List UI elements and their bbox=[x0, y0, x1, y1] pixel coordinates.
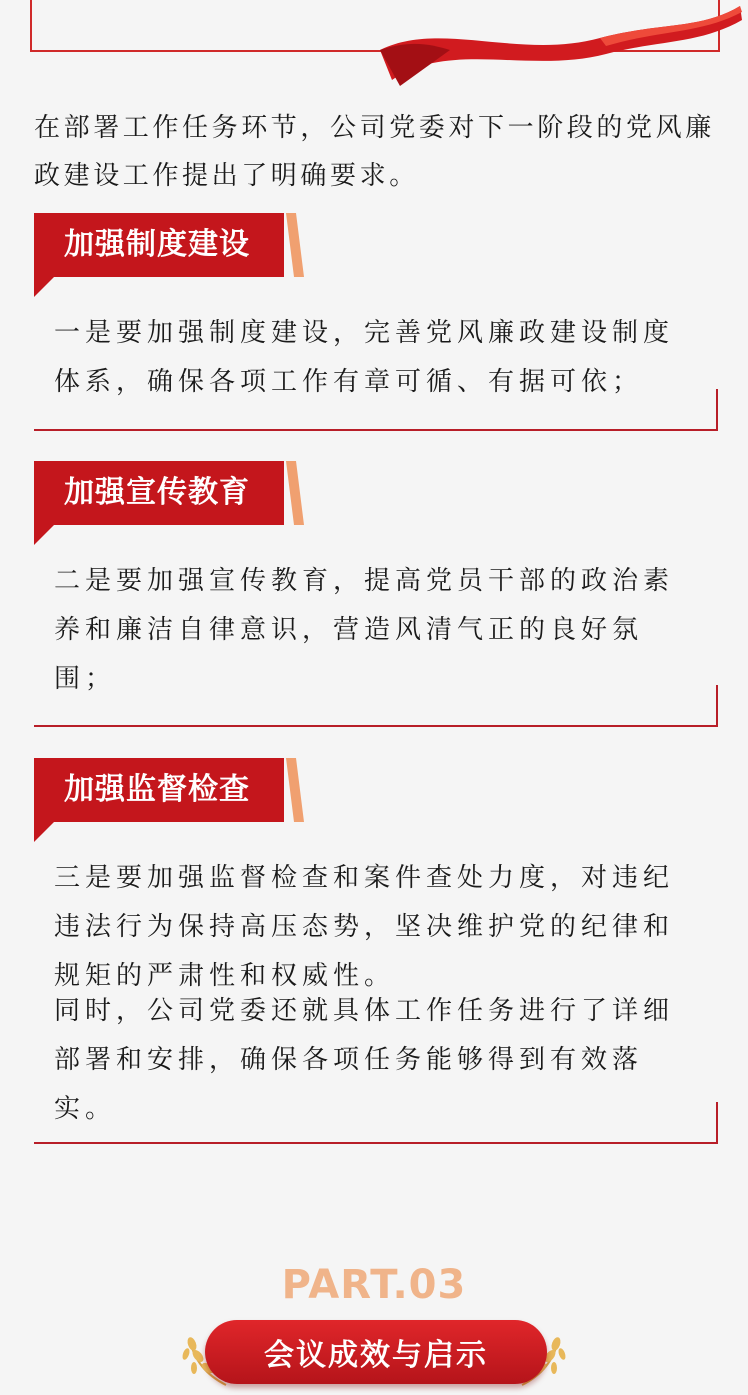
section-vline bbox=[716, 1102, 718, 1144]
intro-paragraph: 在部署工作任务环节，公司党委对下一阶段的党风廉政建设工作提出了明确要求。 bbox=[34, 113, 715, 191]
section-title: 加强制度建设 bbox=[64, 227, 250, 262]
section-body: 一是要加强制度建设，完善党风廉政建设制度体系，确保各项工作有章可循、有据可依； bbox=[54, 318, 675, 397]
section-divider bbox=[34, 1142, 718, 1144]
section-divider bbox=[34, 429, 718, 431]
section-divider bbox=[34, 725, 718, 727]
section-system-building bbox=[34, 213, 718, 433]
section-tag bbox=[34, 758, 304, 840]
section-supervision bbox=[34, 758, 718, 1148]
part-title: 会议成效与启示 bbox=[264, 1338, 488, 1373]
section-title: 加强宣传教育 bbox=[64, 475, 250, 510]
ribbon-decoration bbox=[370, 0, 748, 90]
section-body: 三是要加强监督检查和案件查处力度，对违纪违法行为保持高压态势，坚决维护党的纪律和规矩的严肃性和权威性。 bbox=[54, 863, 675, 991]
section-vline bbox=[716, 685, 718, 727]
section-title: 加强监督检查 bbox=[64, 772, 250, 807]
part-label: PART.03 bbox=[281, 1262, 467, 1308]
section-vline bbox=[716, 389, 718, 431]
section-education bbox=[34, 461, 718, 731]
section-body-followup: 同时，公司党委还就具体工作任务进行了详细部署和安排，确保各项任务能够得到有效落实。 bbox=[54, 996, 675, 1124]
part-title-pill bbox=[205, 1320, 547, 1384]
section-tag bbox=[34, 213, 304, 295]
section-body: 二是要加强宣传教育，提高党员干部的政治素养和廉洁自律意识，营造风清气正的良好氛围； bbox=[54, 566, 675, 694]
section-tag bbox=[34, 461, 304, 543]
